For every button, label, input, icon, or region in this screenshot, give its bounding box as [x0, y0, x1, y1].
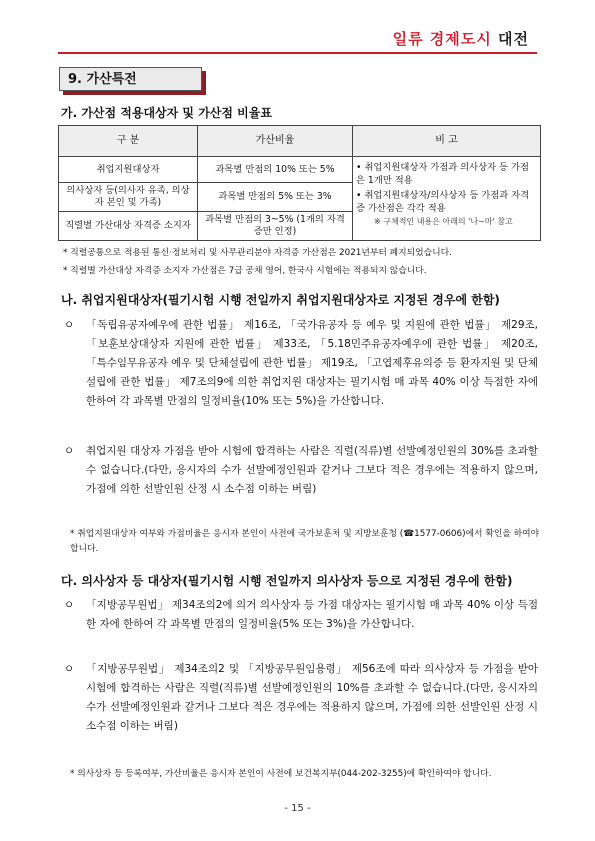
- brand-text-dark: 대전: [498, 30, 529, 48]
- note: * 취업지원대상자 여부와 가점비율은 응시자 본인이 사전에 국가보훈처 및 지방보훈청 (☎1577-0606)에서 확인을 하여야 합니다.: [70, 529, 540, 554]
- table-note-small: ※ 구체적인 내용은 아래의 '나~마' 참고: [374, 217, 513, 226]
- page-number: - 15 -: [284, 803, 311, 814]
- bullet: ㅇ: [64, 445, 75, 457]
- table-cell: 과목별 만점의 3~5% (1개의 자격증만 인정): [198, 212, 353, 241]
- footnote: * 직렬공통으로 적용된 통신·정보처리 및 사무관리분야 자격증 가산점은 2021년부터 폐지되었습니다.: [63, 248, 452, 258]
- brand-logo: [393, 28, 529, 49]
- table-note-cell: [353, 157, 541, 241]
- subheading-c: 다. 의사상자 등 대상자(필기시험 시행 전일까지 의사상자 등으로 지정된 경우에 한함): [61, 574, 513, 588]
- table-note: • 취업지원대상자/의사상자 등 가점과 자격증 가산점은 각각 적용: [356, 190, 530, 214]
- bullet: ㅇ: [64, 663, 75, 675]
- table-note: • 취업지원대상자 가점과 의사상자 등 가점은 1개만 적용: [356, 162, 529, 186]
- header-rule: [58, 52, 537, 54]
- bullet: ㅇ: [64, 599, 75, 611]
- table-cell: 직렬별 가산대상 자격증 소지자: [59, 212, 198, 241]
- table-header-category: 구 분: [59, 126, 198, 157]
- table-cell: 취업지원대상자: [59, 157, 198, 183]
- subheading-b: 나. 취업지원대상자(필기시험 시행 전일까지 취업지원대상자로 지정된 경우에 한함): [61, 293, 500, 307]
- subheading-a: 가. 가산점 적용대상자 및 가산점 비율표: [61, 106, 272, 120]
- paragraph: [62, 596, 542, 656]
- bullet: ㅇ: [64, 319, 75, 331]
- paragraph: [62, 442, 542, 522]
- section-title: 9. 가산특전: [59, 67, 202, 91]
- paragraph: [62, 316, 542, 434]
- table-header-ratio: 가산비율: [198, 126, 353, 157]
- note: * 의사상자 등 등록여부, 가산비율은 응시자 본인이 사전에 보건복지부(044-202-3255)에 확인하여야 합니다.: [70, 769, 492, 779]
- bonus-table: [58, 125, 541, 241]
- footnote: * 직렬별 가산대상 자격증 소지자 가산점은 7급 공채 영어, 한국사 시험에는 적용되지 않습니다.: [63, 266, 427, 276]
- table-cell: 과목별 만점의 10% 또는 5%: [198, 157, 353, 183]
- paragraph: [62, 660, 542, 760]
- brand-text-red: 일류 경제도시: [392, 30, 492, 48]
- table-row: [59, 157, 541, 183]
- paragraph-text: 「지방공무원법」 제34조의2에 의거 의사상자 등 가점 대상자는 필기시험 매 과목 40% 이상 득점한 자에 한하여 각 과목별 만점의 일정비율(5% 또는 3%)을 가산합니다.: [86, 599, 538, 630]
- paragraph-text: 「독립유공자예우에 관한 법률」 제16조, 「국가유공자 등 예우 및 지원에 관한 법률」 제29조, 「보훈보상대상자 지원에 관한 법률」 제33조, 「5.18민주유공자예우에 관한 법률」 제20조, 「특수임무유공자 예우 및 단체설립에 관한 법률」 제19조, 「고엽제후유의증 등 환자지원 및 단체설립에 관한 법률」 제7조의9에 의한 취업지원 대상자는 필기시험 매 과목 40% 이상 득점한 자에 한하여 각 과목별 만점의 일정비율(10% 또는 5%)을 가산합니다.: [86, 319, 538, 407]
- table-cell: 과목별 만점의 5% 또는 3%: [198, 183, 353, 212]
- paragraph-text: 「지방공무원법」 제34조의2 및 「지방공무원임용령」 제56조에 따라 의사상자 등 가점을 받아 시험에 합격하는 사람은 직렬(직류)별 선발예정인원의 10%를 초과할 수 없습니다.(다만, 응시자의 수가 선발예정인원과 같거나 그보다 적은 경우에는 적용하지 않으며, 가점에 의한 선발인원 산정 시 소수점 이하는 버림): [86, 663, 538, 732]
- table-header-note: 비 고: [353, 126, 541, 157]
- table-cell: 의사상자 등(의사자 유족, 의상자 본인 및 가족): [59, 183, 198, 212]
- paragraph-text: 취업지원 대상자 가점을 받아 시험에 합격하는 사람은 직렬(직류)별 선발예정인원의 30%를 초과할 수 없습니다.(다만, 응시자의 수가 선발예정인원과 같거나 그보다 적은 경우에는 적용하지 않으며, 가점에 의한 선발인원 산정 시 소수점 이하는 버림): [86, 445, 538, 495]
